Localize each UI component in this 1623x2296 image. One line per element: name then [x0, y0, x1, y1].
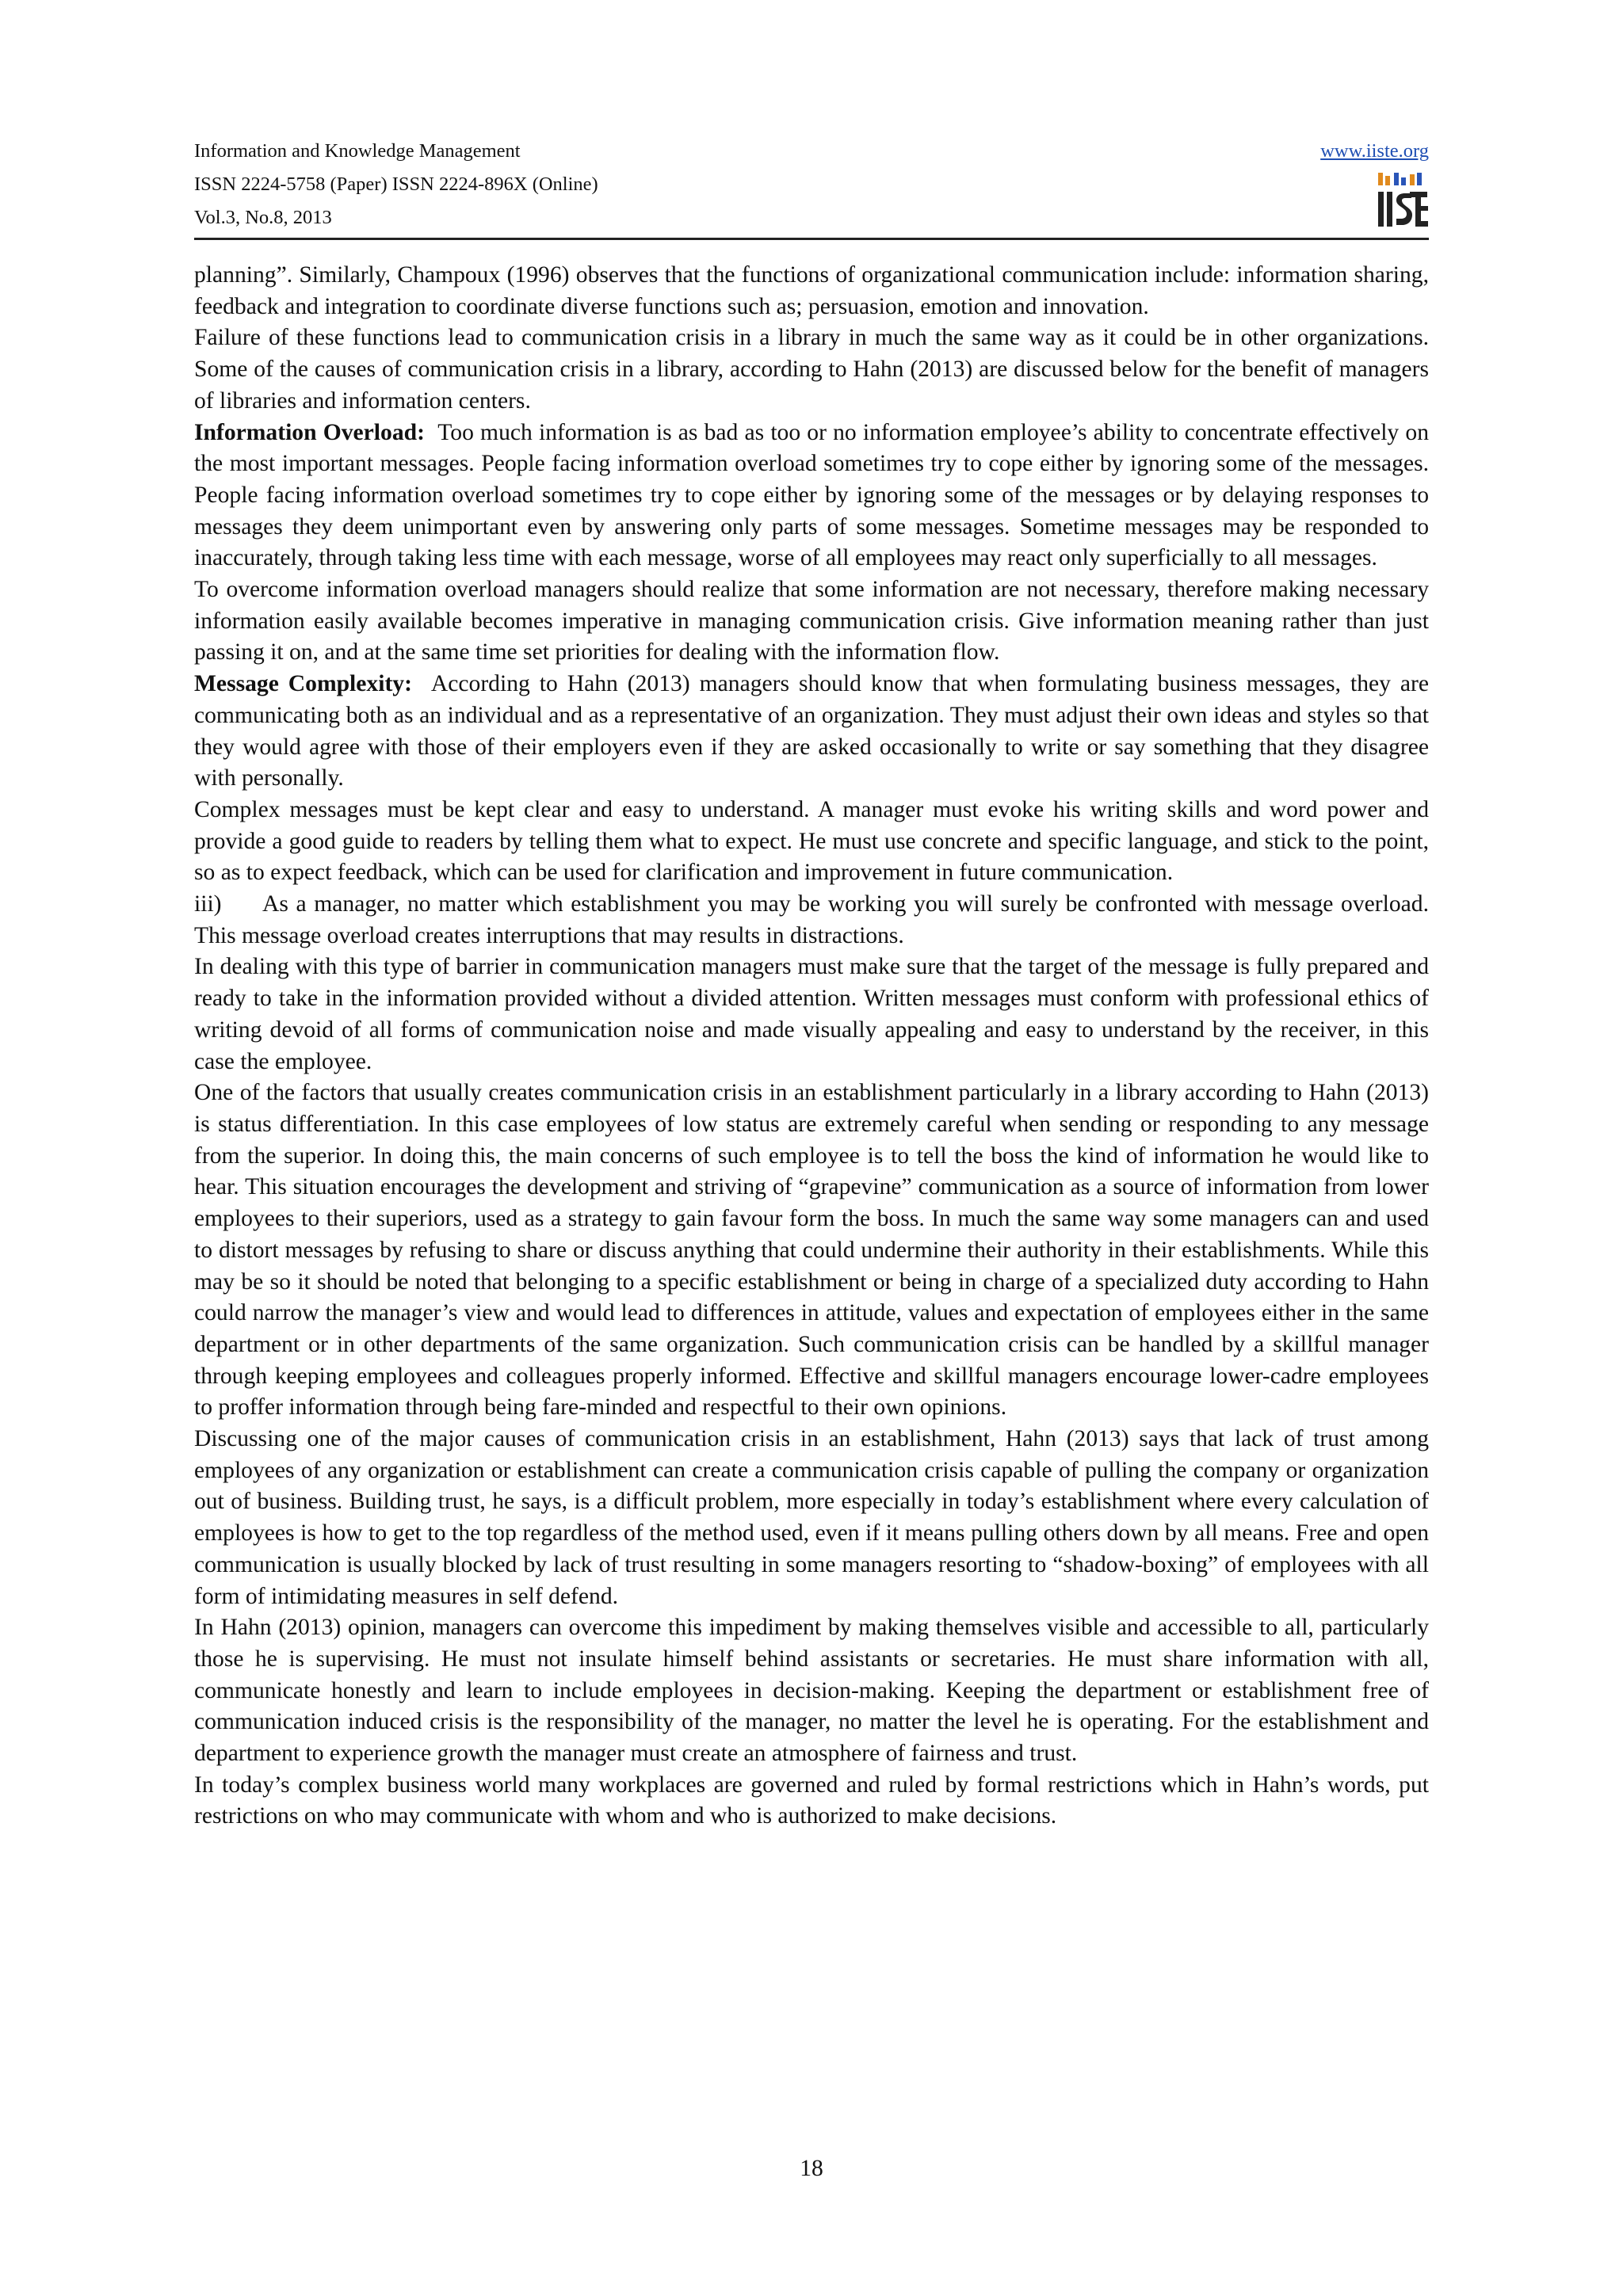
paragraph-text: As a manager, no matter which establishment you may be working you will surely be confronted with message overload. This message overload creates interruptions that may results in distractions. [194, 891, 1429, 948]
paragraph: Discussing one of the major causes of communication crisis in an establishment, Hahn (2013) says that lack of trust among employees of any organization or establishment can create a communication crisis capable of pulling the company or organization out of business. Building trust, he says, is a difficult problem, more especially in today’s establishment where every calculation of employees is how to get to the top regardless of the method used, even if it means pulling others down by all means. Free and open communication is usually blocked by lack of trust resulting in some managers resorting to “shadow-boxing” of employees with all form of intimidating measures in self defend. [194, 1426, 1429, 1609]
header-rule [194, 238, 1429, 240]
paragraph: planning”. Similarly, Champoux (1996) observes that the functions of organizational communication include: information sharing, feedback and integration to coordinate diverse functions such as; persuasion, emotion and innovation. [194, 262, 1429, 319]
section-heading-information-overload: Information Overload: [194, 419, 425, 445]
paragraph: To overcome information overload managers should realize that some information are not necessary, therefore making necessary information easily available becomes imperative in managing communication crisis. Give information meaning rather than just passing it on, and at the same time set priorities for dealing with the information flow. [194, 577, 1429, 666]
paragraph: In Hahn (2013) opinion, managers can overcome this impediment by making themselves visible and accessible to all, particularly those he is supervising. He must not insulate himself behind assistants or secretaries. He must share information with all, communicate honestly and learn to include employees in decision-making. Keeping the department or establishment free of communication induced crisis is the responsibility of the manager, no matter the level he is operating. For the establishment and department to experience growth the manager must create an atmosphere of fairness and trust. [194, 1615, 1429, 1767]
paragraph [194, 418, 1429, 575]
paragraph: Complex messages must be kept clear and easy to understand. A manager must evoke his writing skills and word power and provide a good guide to readers by telling them what to expect. He must use concrete and specific language, and stick to the point, so as to expect feedback, which can be used for clarification and improvement in future communication. [194, 796, 1429, 886]
issn-line: ISSN 2224-5758 (Paper) ISSN 2224-896X (Online) [194, 174, 598, 195]
iiste-logo [1375, 171, 1429, 230]
paragraph: In dealing with this type of barrier in communication managers must make sure that the target of the message is fully prepared and ready to take in the information provided without a divided attention. Written messages must conform with professional ethics of writing devoid of all forms of communication noise and made visually appealing and easy to understand by the receiver, in this case the employee. [194, 954, 1429, 1074]
article-body [194, 260, 1429, 1833]
paragraph [194, 889, 1429, 952]
paragraph: One of the factors that usually creates communication crisis in an establishment particularly in a library according to Hahn (2013) is status differentiation. In this case employees of low status are extremely careful when sending or responding to any message from the superior. In doing this, the main concerns of such employee is to tell the boss the kind of information he would like to hear. This situation encourages the development and striving of “grapevine” communication as a source of information from lower employees to their superiors, used as a strategy to gain favour form the boss. In much the same way some managers can and used to distort messages by refusing to share or discuss anything that could undermine their authority in their establishments. While this may be so it should be noted that belonging to a specific establishment or being in charge of a specialized duty according to Hahn could narrow the manager’s view and would lead to differences in attitude, values and expectation of employees either in the same department or in other departments of the same organization. Such communication crisis can be handled by a skillful manager through keeping employees and colleagues properly informed. Effective and skillful managers encourage lower-cadre employees to proffer information through being fare-minded and respectful to their own opinions. [194, 1080, 1429, 1421]
section-heading-message-complexity: Message Complexity: [194, 671, 412, 697]
paragraph: In today’s complex business world many workplaces are governed and ruled by formal restrictions which in Hahn’s words, put restrictions on who may communicate with whom and who is authorized to make decisions. [194, 1772, 1429, 1829]
paragraph-text: Too much information is as bad as too or no information employee’s ability to concentrate effectively on the most important messages. People facing information overload sometimes try to cope either by ignoring some of the messages. People facing information overload sometimes try to cope either by ignoring some of the messages or by delaying responses to messages they deem unimportant even by answering only parts of some messages. Sometime messages may be responded to inaccurately, through taking less time with each message, worse of all employees may react only superficially to all messages. [194, 419, 1429, 571]
list-marker: iii) [194, 891, 222, 917]
page-number: 18 [800, 2156, 823, 2181]
paragraph: Failure of these functions lead to communication crisis in a library in much the same way as it could be in other organizations. Some of the causes of communication crisis in a library, according to Hahn (2013) are discussed below for the benefit of managers of libraries and information centers. [194, 325, 1429, 414]
journal-title: Information and Knowledge Management [194, 140, 521, 162]
paragraph [194, 669, 1429, 795]
paragraph-text: According to Hahn (2013) managers should know that when formulating business messages, they are communicating both as an individual and as a representative of an organization. They must adjust their own ideas and styles so that they would agree with those of their employers even if they are asked occasionally to write or say something that they disagree with personally. [194, 671, 1430, 791]
page-header [194, 135, 1429, 238]
journal-website-link[interactable]: www.iiste.org [1320, 140, 1429, 162]
volume-line: Vol.3, No.8, 2013 [194, 207, 332, 228]
